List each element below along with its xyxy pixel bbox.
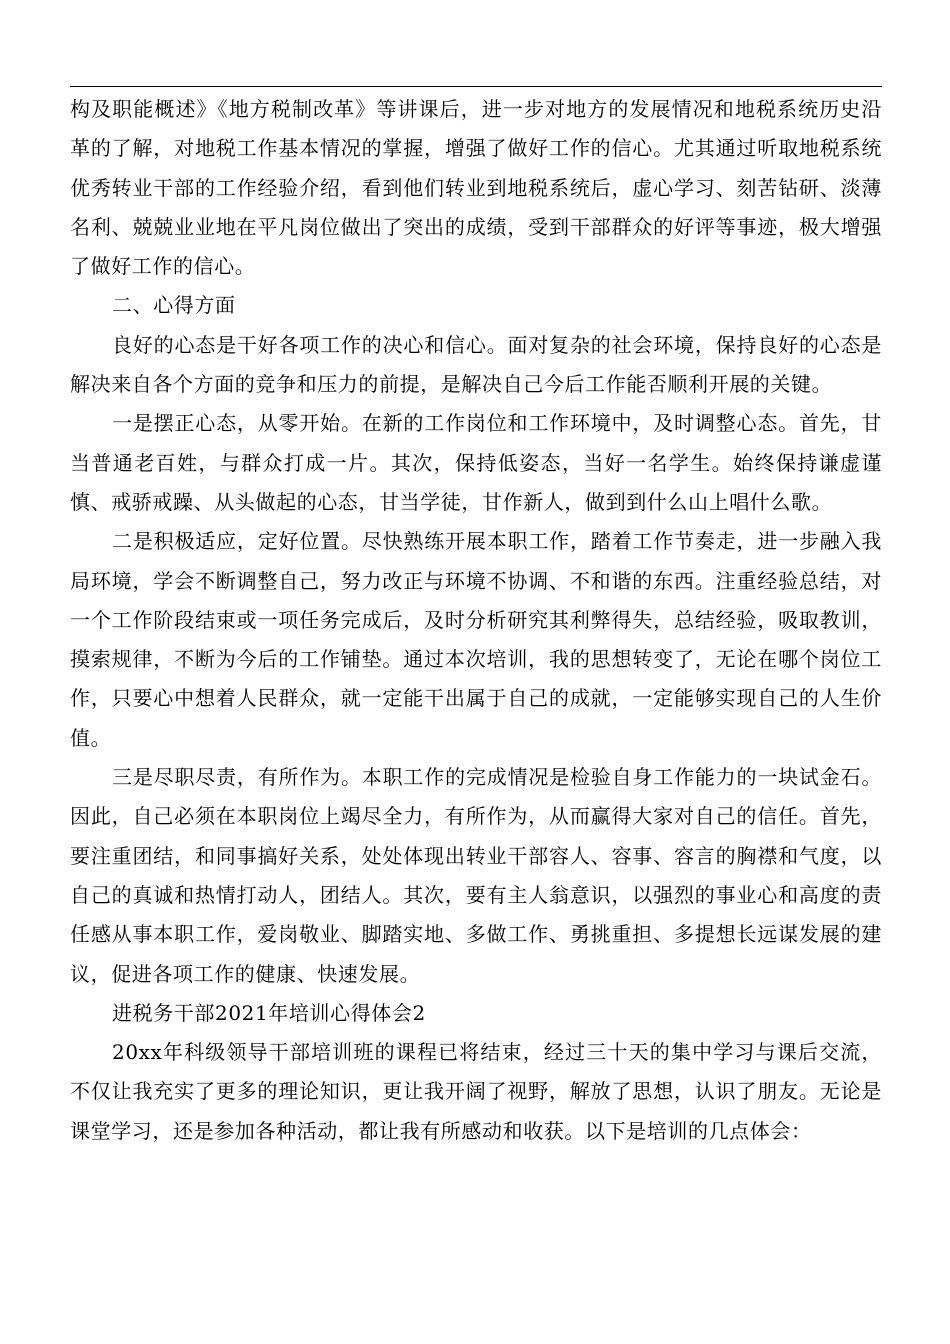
section-heading-2: 二、心得方面: [112, 293, 236, 318]
paragraph-3: 良好的心态是干好各项工作的决心和信心。面对复杂的社会环境，保持良好的心态是解决来自各个方面的竞争和压力的前提，是解决自己今后工作能否顺利开展的关键。: [70, 332, 882, 397]
paragraph-4: 一是摆正心态，从零开始。在新的工作岗位和工作环境中，及时调整心态。首先，甘当普通老百姓，与群众打成一片。其次，保持低姿态，当好一名学生。始终保持谦虚谨慎、戒骄戒躁、从头做起的心态，甘当学徒，甘作新人，做到到什么山上唱什么歌。: [70, 411, 882, 514]
paragraph-1: 构及职能概述》《地方税制改革》等讲课后，进一步对地方的发展情况和地税系统历史沿革的了解，对地税工作基本情况的掌握，增强了做好工作的信心。尤其通过听取地税系统优秀转业干部的工作经验介绍，看到他们转业到地税系统后，虚心学习、刻苦钻研、淡薄名利、兢兢业业地在平凡岗位做出了突出的成绩，受到干部群众的好评等事迹，极大增强了做好工作的信心。: [70, 97, 882, 279]
paragraph-8: 20xx年科级领导干部培训班的课程已将结束，经过三十天的集中学习与课后交流，不仅让我充实了更多的理论知识，更让我开阔了视野，解放了思想，认识了朋友。无论是课堂学习，还是参加各种活动，都让我有所感动和收获。以下是培训的几点体会：: [70, 1040, 882, 1143]
paragraph-6: 三是尽职尽责，有所作为。本职工作的完成情况是检验自身工作能力的一块试金石。因此，自己必须在本职岗位上竭尽全力，有所作为，从而赢得大家对自己的信任。首先，要注重团结，和同事搞好关系，处处体现出转业干部容人、容事、容言的胸襟和气度，以自己的真诚和热情打动人，团结人。其次，要有主人翁意识，以强烈的事业心和高度的责任感从事本职工作，爱岗敬业、脚踏实地、多做工作、勇挑重担、多提想长远谋发展的建议，促进各项工作的健康、快速发展。: [70, 765, 882, 986]
header-rule: [70, 86, 882, 87]
article-title-2: 进税务干部2021年培训心得体会2: [112, 1000, 426, 1025]
document-body: [70, 90, 882, 1151]
document-page: [70, 0, 882, 1344]
paragraph-5: 二是积极适应，定好位置。尽快熟练开展本职工作，踏着工作节奏走，进一步融入我局环境，学会不断调整自己，努力改正与环境不协调、不和谐的东西。注重经验总结，对一个工作阶段结束或一项任务完成后，及时分析研究其利弊得失，总结经验，吸取教训，摸索规律，不断为今后的工作铺垫。通过本次培训，我的思想转变了，无论在哪个岗位工作，只要心中想着人民群众，就一定能干出属于自己的成就，一定能够实现自己的人生价值。: [70, 529, 882, 750]
